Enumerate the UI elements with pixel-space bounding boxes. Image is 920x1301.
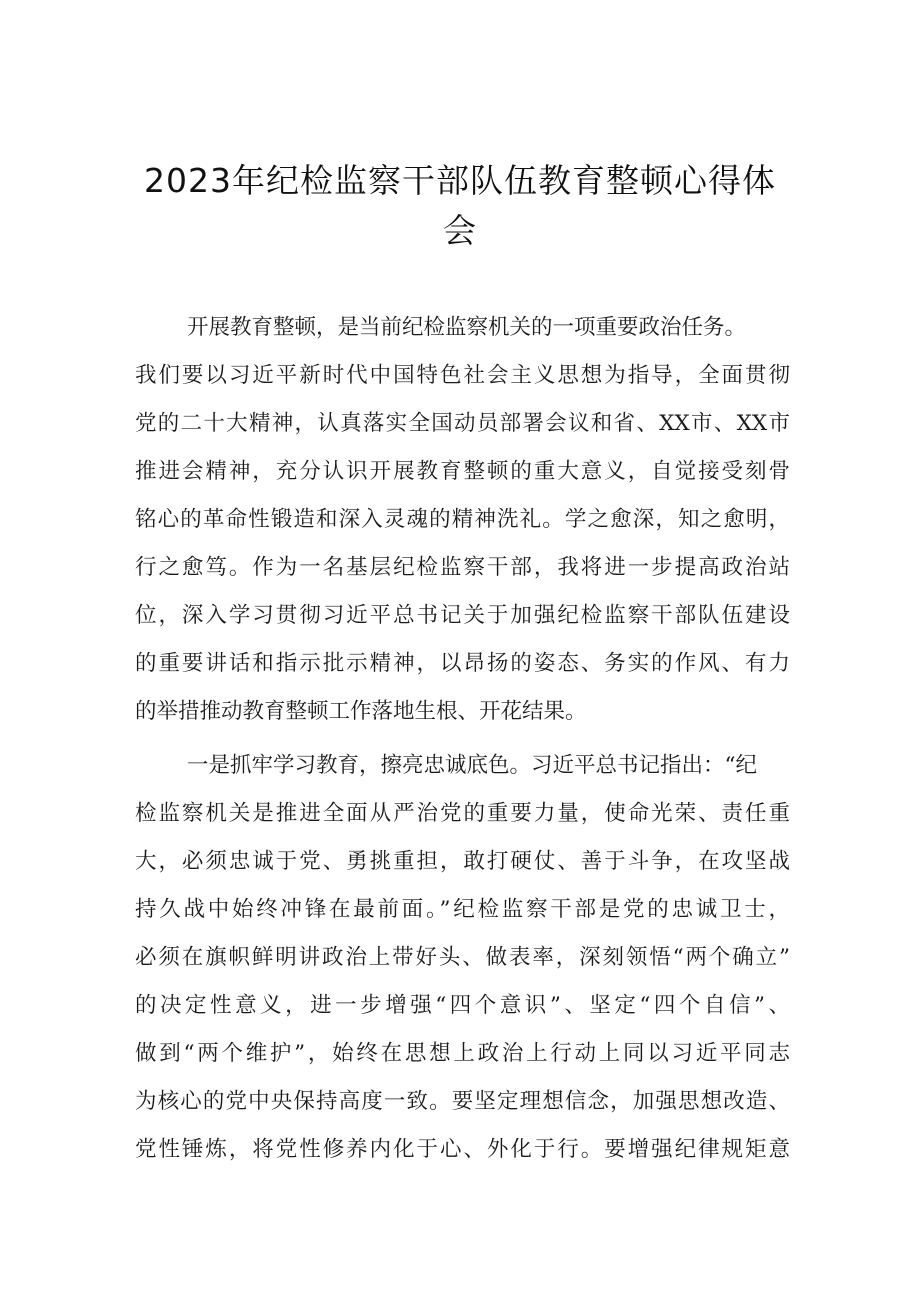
body-line-10: 一是抓牢学习教育，擦亮忠诚底色。习近平总书记指出：“纪 [187,753,757,778]
body-line-5: 铭心的革命性锻造和深入灵魂的精神洗礼。学之愈深，知之愈明， [135,507,790,532]
body-line-11: 检监察机关是推进全面从严治党的重要力量，使命光荣、责任重 [135,801,790,826]
body-line-17: 为核心的党中央保持高度一致。要坚定理想信念，加强思想改造、 [135,1089,790,1114]
body-line-3: 党的二十大精神，认真落实全国动员部署会议和省、XX市、XX市 [135,411,790,436]
body-line-6: 行之愈笃。作为一名基层纪检监察干部，我将进一步提高政治站 [135,555,790,580]
body-line-9: 的举措推动教育整顿工作落地生根、开花结果。 [135,699,587,724]
body-line-13: 持久战中始终冲锋在最前面。”纪检监察干部是党的忠诚卫士， [135,897,790,922]
document-title [130,156,790,256]
body-line-4: 推进会精神，充分认识开展教育整顿的重大意义，自觉接受刻骨 [135,459,790,484]
body-line-18: 党性锤炼，将党性修养内化于心、外化于行。要增强纪律规矩意 [135,1137,790,1162]
title-line-1: 2023年纪检监察干部队伍教育整顿心得体 [144,161,776,200]
body-line-14: 必须在旗帜鲜明讲政治上带好头、做表率，深刻领悟“两个确立” [135,945,790,970]
body-line-16: 做到“两个维护”，始终在思想上政治上行动上同以习近平同志 [135,1041,790,1066]
body-line-15: 的决定性意义，进一步增强“四个意识”、坚定“四个自信”、 [135,993,790,1018]
title-line-2: 会 [443,211,477,250]
body-line-8: 的重要讲话和指示批示精神，以昂扬的姿态、务实的作风、有力 [135,651,790,676]
body-line-12: 大，必须忠诚于党、勇挑重担，敢打硬仗、善于斗争，在攻坚战 [135,849,790,874]
body-line-7: 位，深入学习贯彻习近平总书记关于加强纪检监察干部队伍建设 [135,603,790,628]
body-line-1: 开展教育整顿，是当前纪检监察机关的一项重要政治任务。 [187,315,747,340]
body-line-2: 我们要以习近平新时代中国特色社会主义思想为指导，全面贯彻 [135,363,790,388]
